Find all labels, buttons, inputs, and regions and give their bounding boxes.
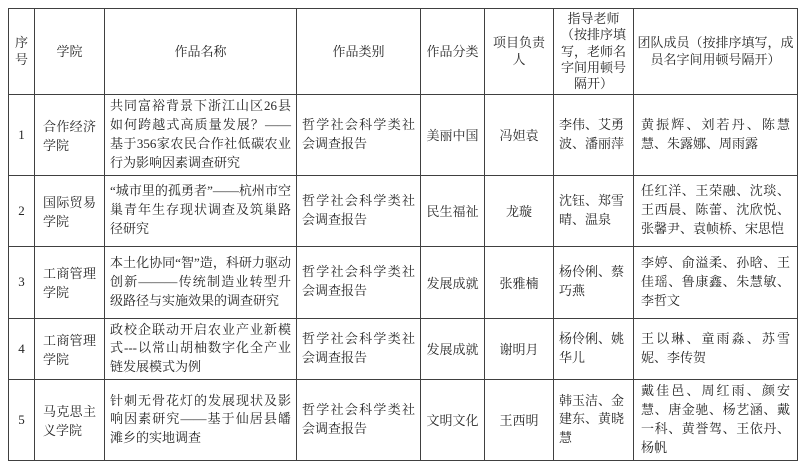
cell-category: 哲学社会科学类社会调查报告 [297,318,421,380]
cell-leader: 张雅楠 [485,246,554,318]
cell-classification: 发展成就 [421,246,485,318]
cell-classification: 发展成就 [421,318,485,380]
col-header-category: 作品类别 [297,9,421,95]
col-header-college: 学院 [35,9,105,95]
cell-seq: 4 [9,318,35,380]
col-header-advisors: 指导老师（按排序填写，老师名字间用顿号隔开） [554,9,634,95]
table-row [9,95,798,175]
cell-classification: 民生福祉 [421,175,485,246]
cell-category: 哲学社会科学类社会调查报告 [297,246,421,318]
col-header-seq: 序号 [9,9,35,95]
cell-seq: 1 [9,95,35,175]
cell-seq: 5 [9,380,35,460]
cell-title: 共同富裕背景下浙江山区26县如何跨越式高质量发展？——基于356家农民合作社低碳农业行为影响因素调查研究 [105,95,297,175]
works-table [8,8,798,461]
cell-college: 合作经济学院 [35,95,105,175]
cell-leader: 谢明月 [485,318,554,380]
cell-members: 戴佳邑、周红雨、颜安慧、唐金驰、杨艺涵、戴一科、黄誉驾、王依丹、杨帆 [634,380,798,460]
cell-members: 黄振辉、刘若丹、陈慧慧、朱露娜、周雨露 [634,95,798,175]
cell-members: 李婷、俞溢柔、孙晗、王佳瑶、鲁康鑫、朱慧敏、李哲文 [634,246,798,318]
cell-title: 政校企联动开启农业产业新模式---以常山胡柚数字化全产业链发展模式为例 [105,318,297,380]
header-row [9,9,798,95]
cell-advisors: 沈钰、郑雪晴、温泉 [554,175,634,246]
cell-college: 马克思主义学院 [35,380,105,460]
table-header [9,9,798,95]
col-header-leader: 项目负责人 [485,9,554,95]
cell-leader: 王西明 [485,380,554,460]
table-row [9,175,798,246]
col-header-members: 团队成员（按排序填写，成员名字间用顿号隔开） [634,9,798,95]
cell-advisors: 杨伶俐、姚华儿 [554,318,634,380]
col-header-classification: 作品分类 [421,9,485,95]
cell-leader: 冯妲袁 [485,95,554,175]
cell-category: 哲学社会科学类社会调查报告 [297,380,421,460]
cell-classification: 文明文化 [421,380,485,460]
table-body [9,95,798,460]
cell-title: “城市里的孤勇者”——杭州市空巢青年生存现状调查及筑巢路径研究 [105,175,297,246]
cell-category: 哲学社会科学类社会调查报告 [297,95,421,175]
cell-classification: 美丽中国 [421,95,485,175]
cell-members: 任红洋、王荣融、沈琰、王西晨、陈蕾、沈欣悦、张馨尹、袁帧桥、宋思恺 [634,175,798,246]
cell-advisors: 李伟、艾勇波、潘丽萍 [554,95,634,175]
col-header-title: 作品名称 [105,9,297,95]
table-row [9,318,798,380]
cell-title: 本土化协同“智”造，科研力驱动创新———传统制造业转型升级路径与实施效果的调查研究 [105,246,297,318]
cell-title: 针刺无骨花灯的发展现状及影响因素研究——基于仙居县皤滩乡的实地调查 [105,380,297,460]
table-row [9,380,798,460]
cell-category: 哲学社会科学类社会调查报告 [297,175,421,246]
cell-college: 国际贸易学院 [35,175,105,246]
cell-college: 工商管理学院 [35,246,105,318]
cell-seq: 3 [9,246,35,318]
cell-advisors: 韩玉洁、金建东、黄晓慧 [554,380,634,460]
cell-college: 工商管理学院 [35,318,105,380]
table-row [9,246,798,318]
cell-seq: 2 [9,175,35,246]
cell-leader: 龙璇 [485,175,554,246]
cell-members: 王以琳、童雨淼、苏雪妮、李传贺 [634,318,798,380]
cell-advisors: 杨伶俐、蔡巧燕 [554,246,634,318]
